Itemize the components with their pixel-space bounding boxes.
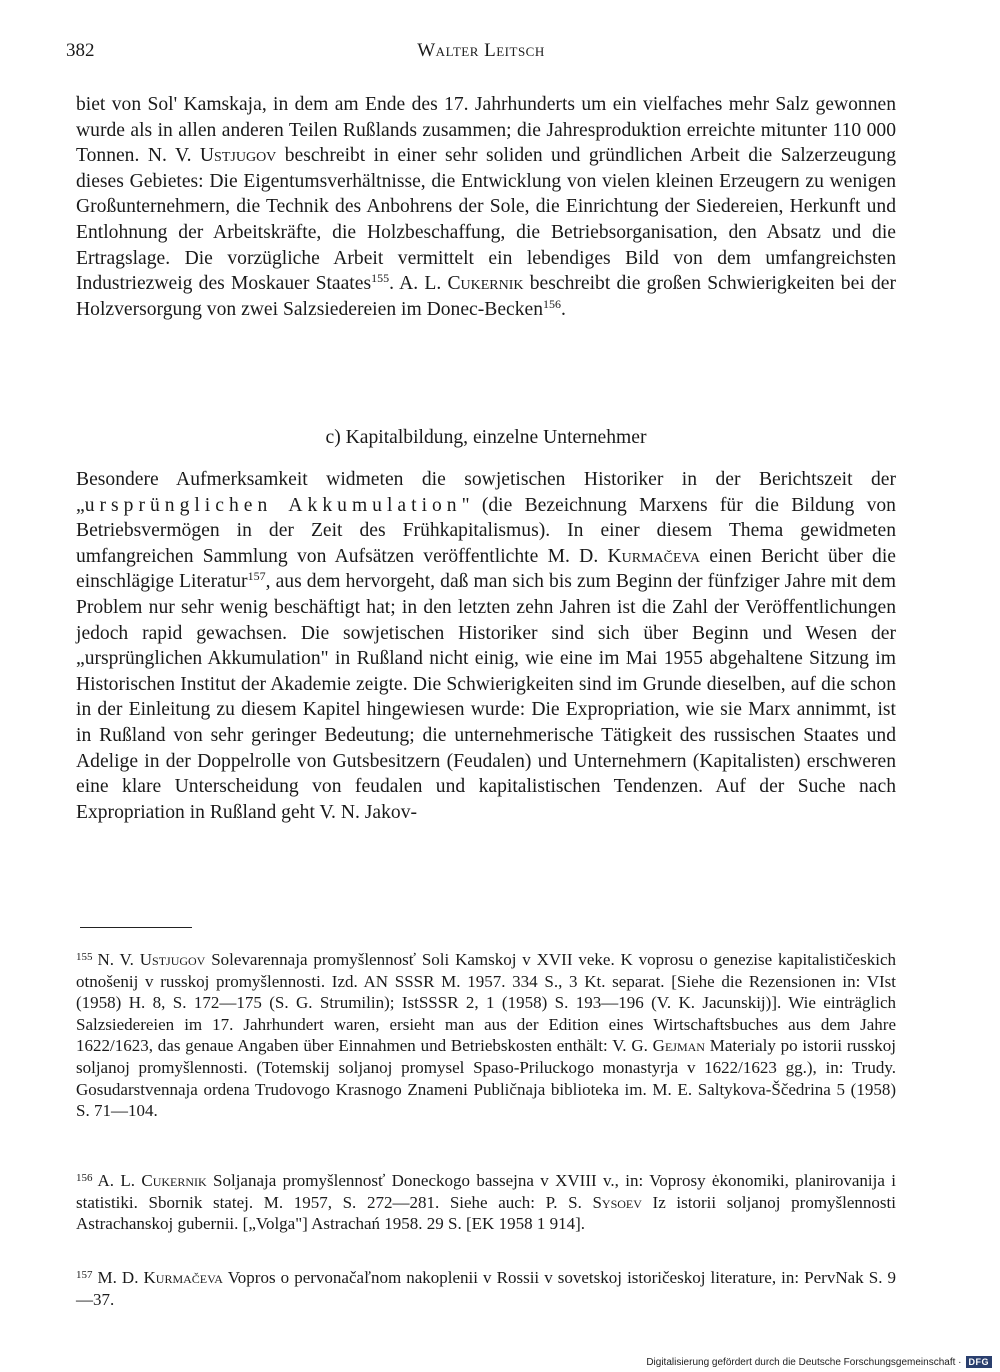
author-name: Sysoev <box>592 1192 642 1212</box>
credit-text: Digitalisierung gefördert durch die Deutsche Forschungsgemeinschaft · <box>646 1356 962 1368</box>
paragraph-salt-industry: biet von Sol' Kamskaja, in dem am Ende des 17. Jahrhunderts um ein vielfaches mehr Salz gewonnen wurde als in allen anderen Teilen Rußlands zusammen; die Jahresproduktion erreichte mitunter 110 000 Tonnen. N. V. Ustjugov beschreibt in einer sehr soliden und gründlichen Arbeit die Salzerzeugung dieses Gebietes: Die Eigentumsverhältnisse, die Entwicklung von vielen kleinen Erzeugern zu wenigen Großunternehmern, die Technik des Anbohrens der Sole, die Einrichtung der Siedereien, Herkunft und Entlohnung der Arbeitskräfte, die Holzbeschaffung, die Betriebsorganisation, den Absatz und die Ertragslage. Die vorzügliche Arbeit vermittelt ein lebendiges Bild von dem umfangreichsten Industriezweig des Moskauer Staates$^{155}$. A. L. Cukernik beschreibt die großen Schwierigkeiten bei der Holzversorgung von zwei Salzsiedereien im Donec-Becken$^{156}$. <box>76 94 897 320</box>
spaced-emphasis: ursprünglichen Akkumulation <box>84 494 462 516</box>
footnote-divider <box>80 927 192 928</box>
footnote-number: 157 <box>76 1269 93 1281</box>
footnote-number: 156 <box>76 1172 93 1184</box>
footnote-156: $^{156}$ A. L. Cukernik Soljanaja promyšlennosť Doneckogo bassejna v XVIII v., in: Voprosy ėkonomiki, planirovanija i statistiki. Sbornik statej. M. 1957, S. 272—281. Siehe auch: P. S. Sysoev Iz istorii soljanoj promyšlennosti Astrachanskoj gubernii. [„Volga"] Astrachań 1958. 29 S. [EK 1958 1 914]. <box>76 1171 896 1234</box>
footnote-155: $^{155}$ N. V. Ustjugov Solevarennaja promyšlennosť Soli Kamskoj v XVII veke. K voprosu o genezise kapitalističeskich otnošenij v russkoj promyšlennosti. Izd. AN SSSR M. 1957. 334 S., 3 Kt. separat. [Siehe die Rezensionen in: VIst (1958) H. 8, S. 172—175 (S. G. Strumilin); IstSSSR 2, 1 (1958) S. 193—196 (V. K. Jacunskij)]. Wie einträglich Salzsiedereien im 17. Jahrhundert waren, ersieht man aus der Edition eines Wirtschaftsbuches aus dem Jahre 1622/1623, das genaue Angaben über Einnahmen und Betriebskosten enthält: V. G. Gejman Materialy po istorii russkoj soljanoj promyšlennosti. (Totemskij soljanoj promysel Spaso-Priluckogo monastyrja v 1622/1623 gg.), in: Trudy. Gosudarstvennaja ordena Trudovogo Krasnogo Znameni Publičnaja biblioteka im. M. E. Saltykova-Ščedrina 5 (1958) S. 71—104. <box>76 950 897 1121</box>
page-header <box>66 40 896 70</box>
author-name: Gejman <box>652 1036 705 1056</box>
paragraph-capital-formation: Besondere Aufmerksamkeit widmeten die sowjetischen Historiker in der Berichtszeit der „ursprünglichen Akkumulation" (die Bezeichnung Marxens für die Bildung von Betriebsvermögen in der Zeit des Frühkapitalismus). In einer diesem Thema gewidmeten umfangreichen Sammlung von Aufsätzen veröffentlichte M. D. Kurmačeva einen Bericht über die einschlägige Literatur$^{157}$, aus dem hervorgeht, daß man sich bis zum Beginn der fünfziger Jahre mit dem Problem nur sehr wenig beschäftigt hat; in den letzten zehn Jahren ist die Zahl der Veröffentlichungen jedoch rapid gewachsen. Die sowjetischen Historiker sind sich über Beginn und Wesen der „ursprünglichen Akkumulation" in Rußland nicht einig, wie eine im Mai 1955 abgehaltene Sitzung im Historischen Institut der Akademie zeigte. Die Schwierigkeiten sind im Grunde dieselben, auf die schon in der Einleitung zu diesem Kapitel hingewiesen wurde: Die Expropriation, wie sie Marx annimmt, ist in Rußland von sehr geringer Bedeutung; die unternehmerische Tätigkeit des russischen Staates und Adelige in der Doppelrolle von Gutsbesitzern (Feudalen) und Unternehmern (Kapitalisten) erschweren eine klare Unterscheidung von feudalen und kapitalistischen Tendenzen. Auf der Suche nach Expropriation in Rußland geht V. N. Jakov- <box>76 469 896 823</box>
dfg-logo-icon: DFG <box>966 1356 993 1368</box>
footnote-number: 155 <box>76 951 93 963</box>
footnote-ref-157[interactable]: 157 <box>247 569 266 584</box>
author-name: Cukernik <box>447 273 524 295</box>
running-head: Walter Leitsch <box>417 40 545 61</box>
footnote-157: $^{157}$ M. D. Kurmačeva Vopros o pervonačaľnom nakoplenii v Rossii v sovetskoj istoričeskoj literature, in: PervNak S. 9—37. <box>76 1268 897 1309</box>
section-heading: c) Kapitalbildung, einzelne Unternehmer <box>325 427 647 448</box>
author-name: M. D. Kurmačeva <box>97 1268 223 1287</box>
footnote-ref-155[interactable]: 155 <box>371 271 390 286</box>
page-number: 382 <box>66 40 95 61</box>
footnote-ref-156[interactable]: 156 <box>543 296 562 311</box>
digitization-credit <box>646 1356 992 1368</box>
author-name: Ustjugov <box>199 145 277 167</box>
author-name: A. L. Cukernik <box>97 1171 207 1190</box>
author-name: N. V. Ustjugov <box>97 950 206 969</box>
author-name: Kurmačeva <box>607 545 700 567</box>
